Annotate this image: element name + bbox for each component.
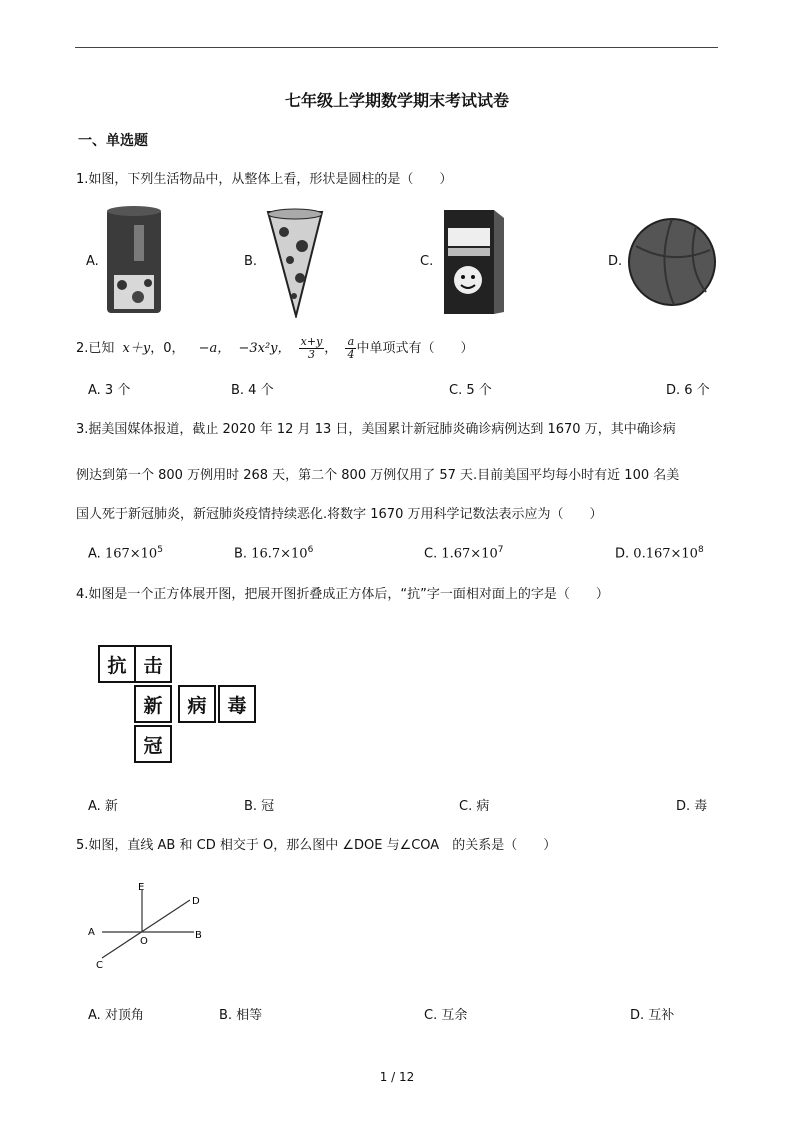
- q1-option-a-label: A.: [86, 254, 99, 269]
- q1-option-d-label: D.: [608, 254, 623, 269]
- label-a: A: [88, 927, 95, 938]
- q2-suffix: 中单项式有（ ）: [356, 341, 474, 356]
- header-rule: [75, 47, 718, 48]
- question-3-line-2: 例达到第一个 800 万例用时 268 天，第二个 800 万例仅用了 57 天.目前美国平均每小时有近 100 名美: [76, 468, 680, 483]
- q4-option-d: D. 毒: [676, 799, 708, 814]
- question-5-stem: 5.如图，直线 AB 和 CD 相交于 O，那么图中 ∠DOE 与∠COA 的关系是（ ）: [76, 838, 557, 853]
- q5-option-d: D. 互补: [630, 1008, 675, 1023]
- q3-option-c: C. $1.67\times 10^7$: [424, 545, 504, 562]
- basketball-sphere-image: [626, 216, 718, 308]
- q3-option-d: D. $0.167\times 10^8$: [615, 545, 704, 562]
- net-cell-ji: 击: [134, 645, 172, 683]
- q2-fraction-2: $\frac{a}{4}$: [347, 335, 355, 361]
- cylinder-can-image: [104, 205, 164, 317]
- label-o: O: [140, 936, 148, 947]
- q2-prefix: 2.已知: [76, 341, 115, 356]
- question-3-line-3: 国人死于新冠肺炎，新冠肺炎疫情持续恶化.将数字 1670 万用科学记数法表示应为（ ）: [76, 507, 603, 522]
- q1-option-b-label: B.: [244, 254, 258, 269]
- label-d: D: [192, 896, 200, 907]
- line-cd: [102, 900, 190, 958]
- section-heading: 一、单选题: [78, 133, 148, 149]
- box-package-image: [442, 208, 506, 316]
- q4-option-a: A. 新: [88, 799, 118, 814]
- net-cell-xin: 新: [134, 685, 172, 723]
- question-3-line-1: 3.据美国媒体报道，截止 2020 年 12 月 13 日，美国累计新冠肺炎确诊病例达到 1670 万，其中确诊病: [76, 422, 676, 437]
- q2-option-a: A. 3 个: [88, 383, 131, 398]
- q5-option-b: B. 相等: [219, 1008, 263, 1023]
- q3-option-b: B. $16.7\times 10^6$: [234, 545, 314, 562]
- q2-option-c: C. 5 个: [449, 383, 492, 398]
- question-4-stem: 4.如图是一个正方体展开图，把展开图折叠成正方体后，“抗”字一面相对面上的字是（ ）: [76, 587, 609, 602]
- net-cell-du: 毒: [218, 685, 256, 723]
- q2-option-d: D. 6 个: [666, 383, 710, 398]
- page-number: 1 / 12: [379, 1070, 415, 1084]
- net-cell-kang: 抗: [98, 645, 136, 683]
- q2-term-4: −3x²y，: [238, 341, 291, 356]
- q4-option-c: C. 病: [459, 799, 490, 814]
- question-2-stem: [76, 336, 473, 361]
- label-e: E: [138, 882, 145, 893]
- q5-option-a: A. 对顶角: [88, 1008, 144, 1023]
- intersecting-lines-diagram: [82, 878, 212, 970]
- q4-option-b: B. 冠: [244, 799, 275, 814]
- q1-option-c-label: C.: [420, 254, 434, 269]
- label-c: C: [96, 960, 103, 970]
- cone-icecream-image: [266, 208, 324, 318]
- q3-option-a: A. $167\times 10^5$: [88, 545, 163, 562]
- net-cell-bing: 病: [178, 685, 216, 723]
- q2-option-b: B. 4 个: [231, 383, 274, 398]
- q2-term-5: ，: [324, 341, 338, 356]
- label-b: B: [195, 930, 202, 941]
- cube-net-diagram: [98, 645, 268, 765]
- net-cell-guan: 冠: [134, 725, 172, 763]
- q2-term-2: ，0，: [150, 341, 185, 356]
- q2-fraction-1: $\frac{x+y}{3}$: [300, 335, 323, 361]
- q2-term-1: x＋y: [122, 341, 151, 356]
- q2-term-3: −a，: [198, 341, 231, 356]
- page-title: 七年级上学期数学期末考试试卷: [284, 91, 509, 110]
- question-1-stem: 1.如图，下列生活物品中，从整体上看，形状是圆柱的是（ ）: [76, 172, 453, 187]
- q5-option-c: C. 互余: [424, 1008, 468, 1023]
